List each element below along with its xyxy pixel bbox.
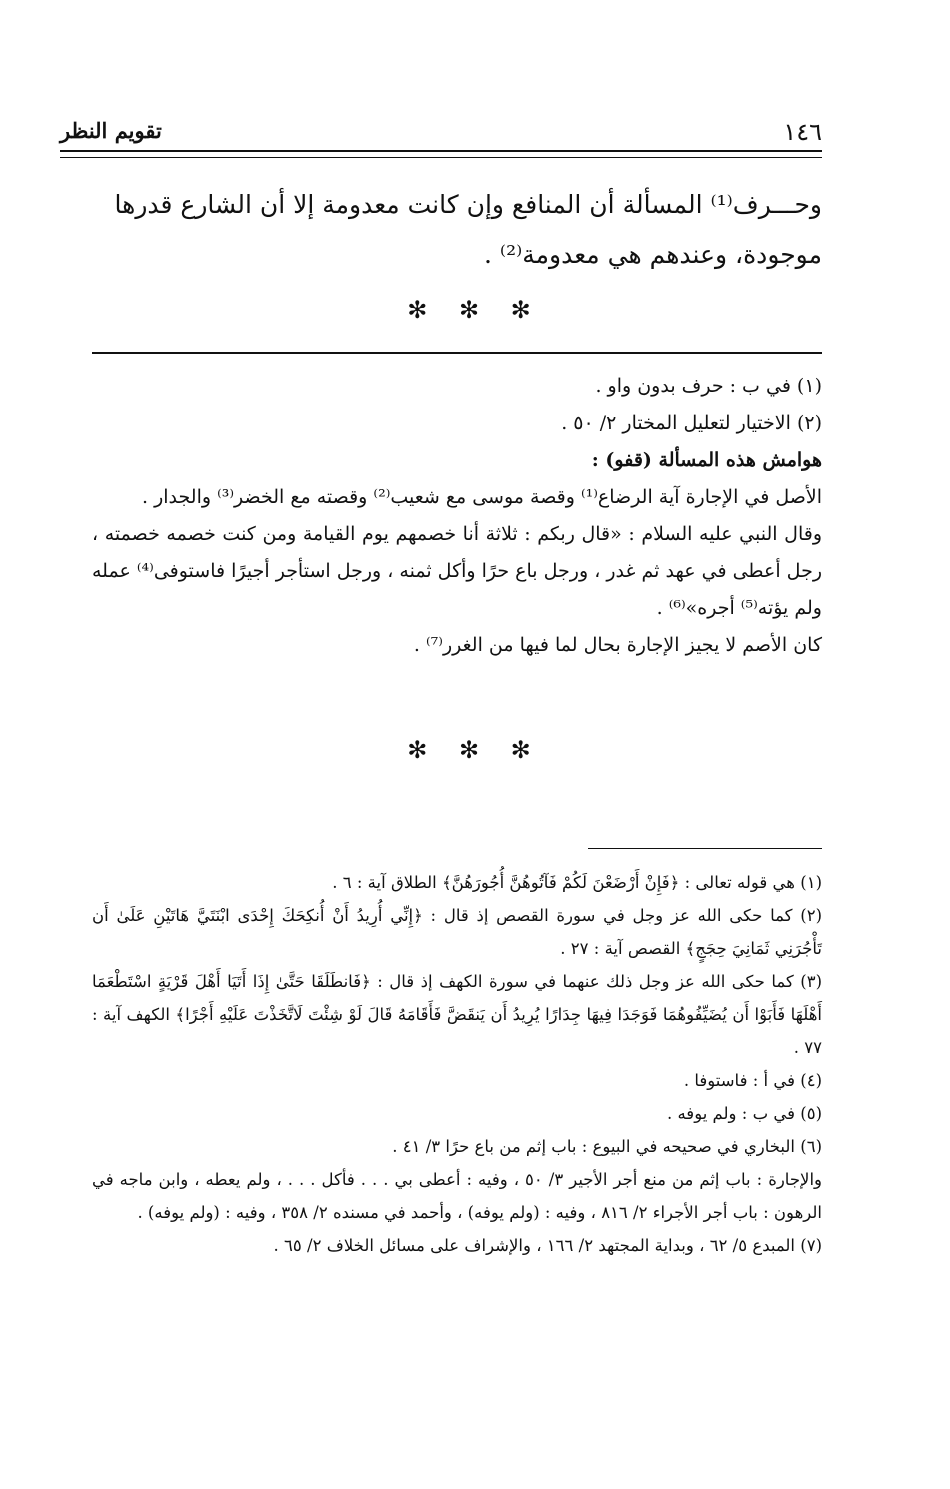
header-rule [60,150,822,158]
footnotes [92,866,822,1262]
main-line: وحـــرف⁽¹⁾ المسألة أن المنافع وإن كانت معدومة إلا أن الشارع قدرها [114,190,822,219]
main-text [85,180,822,280]
note-line: (٢) الاختيار لتعليل المختار ٢/ ٥٠ . [561,412,822,434]
notes-rule [92,352,822,354]
notes-block [92,368,822,664]
page-number: ١٤٦ [783,118,822,146]
footnote: (٥) في ب : ولم يوفه . [666,1104,822,1123]
note-paragraph: وقال النبي عليه السلام : «قال ربكم : ثلاثة أنا خصمهم يوم القيامة ومن كنت خصمه خصمته ، رجل أعطى في عهد ثم غدر ، ورجل باع حرًا وأكل ثمنه ، ورجل استأجر أجيرًا فاستوفى⁽⁴⁾ عمله ولم يؤته⁽⁵⁾ أجره»⁽⁶⁾ . [92,523,822,619]
section-separator: ✻ ✻ ✻ [407,736,543,764]
note-paragraph: كان الأصم لا يجيز الإجارة بحال لما فيها من الغرر⁽⁷⁾ . [413,634,822,656]
footnote: (١) هي قوله تعالى : ﴿فَإِنْ أَرْضَعْنَ لَكُمْ فَآتُوهُنَّ أُجُورَهُنَّ﴾ الطلاق آية : ٦ . [332,873,822,892]
footnote: (٦) البخاري في صحيحه في البيوع : باب إثم من باع حرًا ٣/ ٤١ . [392,1137,822,1156]
page-header [60,118,822,152]
running-title: تقويم النظر [60,118,162,143]
footnote: (٤) في أ : فاستوفا . [683,1071,822,1090]
footnote: (٢) كما حكى الله عز وجل في سورة القصص إذ قال : ﴿إِنِّي أُرِيدُ أَنْ أُنكِحَكَ إِحْدَى ابْنَتَيَّ هَاتَيْنِ عَلَىٰ أَن تَأْجُرَنِي ثَمَانِيَ حِجَجٍ﴾ القصص آية : ٢٧ . [92,906,822,958]
section-separator: ✻ ✻ ✻ [407,296,543,324]
footnote: والإجارة : باب إثم من منع أجر الأجير ٣/ ٥٠ ، وفيه : أعطى بي . . . فأكل . . . ، ولم يعطه ، وابن ماجه في الرهون : باب أجر الأجراء ٢/ ٨١٦ ، وفيه : (ولم يوفه) ، وأحمد في مسنده ٢/ ٣٥٨ ، وفيه : (ولم يوفه) . [92,1170,822,1222]
footnote-rule [588,848,822,849]
note-line: (١) في ب : حرف بدون واو . [595,375,822,397]
note-paragraph: الأصل في الإجارة آية الرضاع⁽¹⁾ وقصة موسى مع شعيب⁽²⁾ وقصته مع الخضر⁽³⁾ والجدار . [142,486,822,508]
footnote: (٧) المبدع ٥/ ٦٢ ، وبداية المجتهد ٢/ ١٦٦ ، والإشراف على مسائل الخلاف ٢/ ٦٥ . [273,1236,822,1255]
notes-heading: هوامش هذه المسألة (قفو) : [591,449,822,471]
footnote: (٣) كما حكى الله عز وجل ذلك عنهما في سورة الكهف إذ قال : ﴿فَانطَلَقَا حَتَّىٰ إِذَا أَتَيَا أَهْلَ قَرْيَةٍ اسْتَطْعَمَا أَهْلَهَا فَأَبَوْا أَن يُضَيِّفُوهُمَا فَوَجَدَا فِيهَا جِدَارًا يُرِيدُ أَن يَنقَضَّ فَأَقَامَهُ قَالَ لَوْ شِئْتَ لَاتَّخَذْتَ عَلَيْهِ أَجْرًا﴾ الكهف آية : ٧٧ . [92,972,822,1057]
main-line: موجودة، وعندهم هي معدومة⁽²⁾ . [484,240,822,269]
